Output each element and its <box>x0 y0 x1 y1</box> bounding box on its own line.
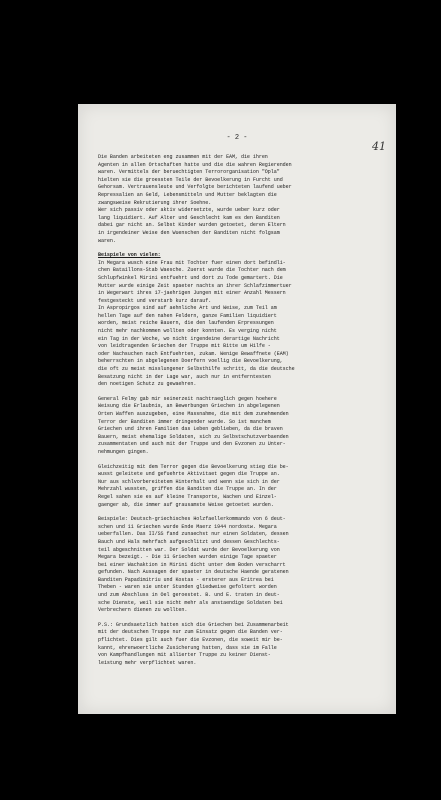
examples-heading-label: Beispiele von vielen: <box>98 252 161 259</box>
document-page <box>78 104 396 714</box>
page-number: - 2 - <box>226 134 248 142</box>
document-body <box>98 154 383 674</box>
examples-heading <box>98 252 383 260</box>
paragraph-beispiele-holzfaeller: Beispiele: Deutsch-griechisches Holzfaellerkommando von 6 deut- schen und 11 Griechen wurde Ende Maerz 1944 nordostw. Megara ueberfallen. Das II/SS fand zunaechst nur einen Soldaten, dessen Bauch und Hals mehrfach aufgeschlitzt und dessen Geschlechts- teil abgeschnitten war. Der Soldat wurde der Bevoelkerung von Megara bezeigt. - Die 11 Griechen wurden einige Tage spaeter bei einer Wachaktion in Mirini dicht unter dem Boden verscharrt gefunden. Nach Aussagen der spaeter in deutsche Haende geratenen Banditen Papadimitriu und Kostas - ersterer aus Eritrea bei Theben - waren sie unter Stunden gliedweise gefoltert worden und zum Abschluss in Oel geroestet. B. und E. traten in deut- sche Dienste, weil sie nicht mehr als anstaendige Soldaten bei Verbrechern dienen zu wollten. <box>98 516 289 614</box>
paragraph-terror: Gleichzeitig mit dem Terror gegen die Bevoelkerung stieg die be- wusst geleitete und gefuehrte Aktivitaet gegen die Truppe an. Nur aus schlvorbereitetem Hinterhalt und wenn sie sich in der Mehrzahl wussten, griffen die Banditen die Truppe an. In der Regel sahen sie es auf kleine Transporte, Wachen und Einzel- gaenger ab, die immer auf grausamste Weise getoetet wurden. <box>98 463 289 508</box>
handwritten-page-mark: 41 <box>372 140 386 153</box>
paragraph-postscript: P.S.: Grundsaetzlich hatten sich die Griechen bei Zusammenarbeit mit der deutschen Truppe nur zum Einsatz gegen die Banden ver- pflichtet. Dies gilt auch fuer die Evzonen, die soweit mir be- kannt, ehrenwoertliche Zusicherung hatten, dass sie im Falle von Kampfhandlungen mit allierter Truppe zu keiner Dienst- leistung mehr verpflichtet waren. <box>98 621 289 666</box>
paragraph-felmy: General Felmy gab mir seinerzeit nachtraeglich gegen hoehere Weisung die Erlaubnis, an Bewerbungen Griechen in abgelegenen Orten Waffen auszugeben, eine Massnahme, die mit dem zunehmenden Terror der Banditen immer dringender wurde. So ist manchem Griechen und ihren Familien das Leben geblieben, da die braven Bauern, meist ehemalige Soldaten, sich zu Selbstschutzverbaenden zusammentaten und auch mit der Truppe und den Evzonen zu Unter- nehmungen gingen. <box>98 395 289 455</box>
paragraph-bands: Die Banden arbeiteten eng zusammen mit der EAM, die ihren Agenten in allen Ortschaften hatte und die die wahren Regierenden waren. Vermittels der beruechtigten Terrororganisation "Opla" hielten sie die groessten Teile der Bevoelkerung in Furcht und Gehorsam. Vertrauensleute und Verfolgte berichteten laufend ueber Repressalien an Geld, Lebensmitteln und Mutter beklagten die zwangsweise Rekrutierung ihrer Soehne. Wer sich passiv oder aktiv widersetzte, wurde ueber kurz oder lang liquidiert. Auf Alter und Geschlecht kam es den Banditen dabei gar nicht an. Selbst Kinder wurden getoetet, deren Eltern in irgendeiner Weise den Wuenschen der Banditen nicht folgsam waren. <box>98 154 292 244</box>
paragraph-examples: In Megara wusch eine Frau mit Tochter fuer einen dort befindli- chen Bataillons-Stab Waesche. Zuerst wurde die Tochter nach dem Schlupfwinkel Mirini entfuehrt und dort zu Tode gemartert. Die Mutter wurde einige Zeit spaeter nachts an ihrer Schlafzimmertuer in Wegerwart ihres 17-jaehrigen Jungen mit einer Anzahl Messern festgesteckt und verstarb kurz darauf. In Aspropirgos sind auf aehnliche Art und Weise, zum Teil am hellen Tage auf den nahen Feldern, ganze Familien liquidiert worden, meist reiche Bauern, die den laufenden Erpressungen nicht mehr nachkommen wollten oder konnten. Es verging nicht ein Tag in der Woche, wo nicht irgendeine derartige Nachricht von leidtragenden Griechen der Truppe mit Bitte um Hilfe - oder Nachsuchen nach Entfuehrten, zukam. Wenige Bewaffnete (EAM) beherrschten in abgelegenen Doerfern voellig die Bevoelkerung, die oft zu meist misslungener Selbsthilfe schritt, da die deutsche Besatzung nicht in der Lage war, auch nur in entferntesten den noetigen Schutz zu gewaehren. <box>98 259 295 388</box>
